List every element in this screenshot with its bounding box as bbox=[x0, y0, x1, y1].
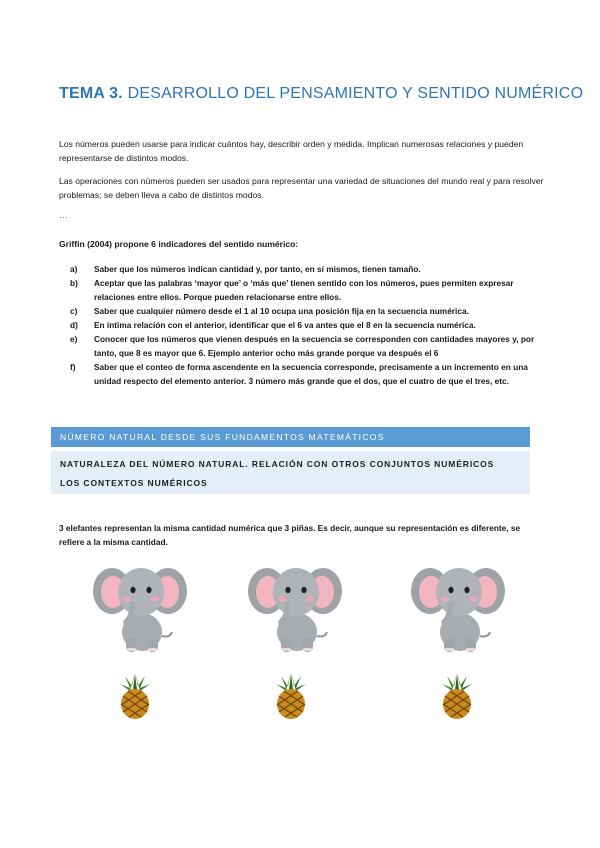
pineapple-image-3 bbox=[440, 670, 474, 720]
subsection-title-1: NATURALEZA DEL NÚMERO NATURAL. RELACIÓN CON OTROS CONJUNTOS NUMÉRICOS bbox=[60, 459, 495, 469]
list-label: c) bbox=[70, 306, 78, 316]
example-paragraph: 3 elefantes representan la misma cantidad numérica que 3 piñas. Es decir, aunque su representación es diferente, se refiere a la misma cantidad. bbox=[59, 523, 521, 547]
pineapple-image-2 bbox=[274, 670, 308, 720]
intro-paragraph-2: Las operaciones con números pueden ser usados para representar una variedad de situaciones del mundo real y para resolver problemas; se deben lleva a cabo de distintos modos. bbox=[59, 176, 544, 200]
list-item bbox=[70, 360, 540, 388]
subsection-box bbox=[51, 451, 530, 494]
list-text: Saber que cualquier número desde el 1 al 10 ocupa una posición fija en la secuencia numérica. bbox=[94, 306, 469, 316]
page-title bbox=[59, 85, 583, 103]
elephant-image-1 bbox=[92, 556, 188, 656]
elephant-image-3 bbox=[410, 556, 506, 656]
indicator-list bbox=[70, 262, 540, 388]
pineapple-image-1 bbox=[118, 670, 152, 720]
section-bar-title: NÚMERO NATURAL DESDE SUS FUNDAMENTOS MATEMÁTICOS bbox=[60, 432, 385, 442]
list-item bbox=[70, 332, 540, 360]
list-item bbox=[70, 262, 540, 276]
list-text: Aceptar que las palabras ‘mayor que’ o ‘más que’ tienen sentido con los números, pues permiten expresar relaciones entre ellos. Porque pueden relacionarse entre ellos. bbox=[94, 278, 514, 302]
list-text: En íntima relación con el anterior, identificar que el 6 va antes que el 8 en la secuencia numérica. bbox=[94, 320, 476, 330]
list-text: Saber que los números indican cantidad y, por tanto, en sí mismos, tienen tamaño. bbox=[94, 264, 421, 274]
list-label: e) bbox=[70, 334, 78, 344]
list-label: f) bbox=[70, 362, 76, 372]
list-item bbox=[70, 318, 540, 332]
subsection-title-2: LOS CONTEXTOS NUMÉRICOS bbox=[60, 478, 208, 488]
section-bar bbox=[51, 427, 530, 447]
list-item bbox=[70, 304, 540, 318]
title-text: DESARROLLO DEL PENSAMIENTO Y SENTIDO NUMÉRICO bbox=[127, 85, 584, 102]
ellipsis: … bbox=[59, 210, 68, 220]
list-item bbox=[70, 276, 540, 304]
title-number: TEMA 3. bbox=[59, 85, 123, 102]
list-label: b) bbox=[70, 278, 78, 288]
list-text: Conocer que los números que vienen después en la secuencia se corresponden con cantidades mayores y, por tanto, que 8 es mayor que 6. Ejemplo anterior ocho más grande porque va después el 6 bbox=[94, 334, 535, 358]
list-label: a) bbox=[70, 264, 78, 274]
griffin-intro: Griffin (2004) propone 6 indicadores del sentido numérico: bbox=[59, 239, 299, 249]
list-label: d) bbox=[70, 320, 78, 330]
list-text: Saber que el conteo de forma ascendente en la secuencia corresponde, precisamente a un incremento en una unidad respecto del elemento anterior. 3 número más grande que el dos, que el cuatro de que el tres, etc. bbox=[94, 362, 528, 386]
intro-paragraph-1: Los números pueden usarse para indicar cuántos hay, describir orden y medida. Implican numerosas relaciones y pueden representarse de distintos modos. bbox=[59, 139, 524, 163]
elephant-image-2 bbox=[247, 556, 343, 656]
